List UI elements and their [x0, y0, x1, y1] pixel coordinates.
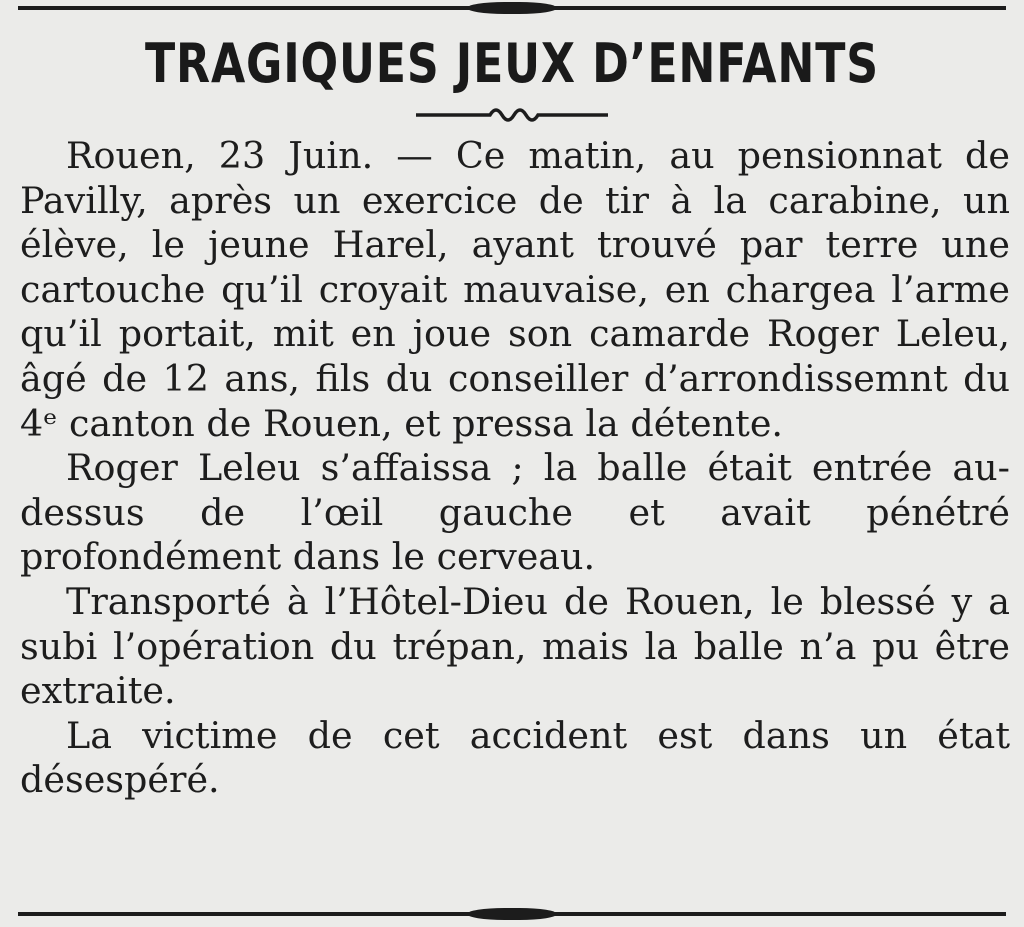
article-paragraph-3: Transporté à l’Hôtel-Dieu de Rouen, le blessé y a subi l’opération du trépan, mais la balle n’a pu être extraite.: [20, 579, 1010, 713]
top-rule-ornament: [467, 2, 557, 14]
headline: TRAGIQUES JEUX D’ENFANTS: [145, 32, 879, 95]
article-paragraph-2: Roger Leleu s’affaissa ; la balle était entrée au-dessus de l’œil gauche et avait pénétré profondément dans le cerveau.: [20, 446, 1010, 579]
bottom-rule-ornament: [467, 908, 557, 920]
top-rule: [18, 6, 1006, 10]
article-paragraph-1: Rouen, 23 Juin. — Ce matin, au pensionnat de Pavilly, après un exercice de tir à la carabine, un élève, le jeune Harel, ayant trouvé par terre une cartouche qu’il croyait mauvaise, en chargea l’arme qu’il portait, mit en joue son camarde Roger Leleu, âgé de 12 ans, fils du conseiller d’arrondissemnt du 4ᵉ canton de Rouen, et pressa la détente.: [20, 134, 1010, 445]
headline-flourish-ornament: [412, 100, 612, 130]
bottom-rule: [18, 912, 1006, 916]
article-paragraph-4: La victime de cet accident est dans un état désespéré.: [20, 713, 1010, 802]
article-body: [20, 134, 1010, 803]
